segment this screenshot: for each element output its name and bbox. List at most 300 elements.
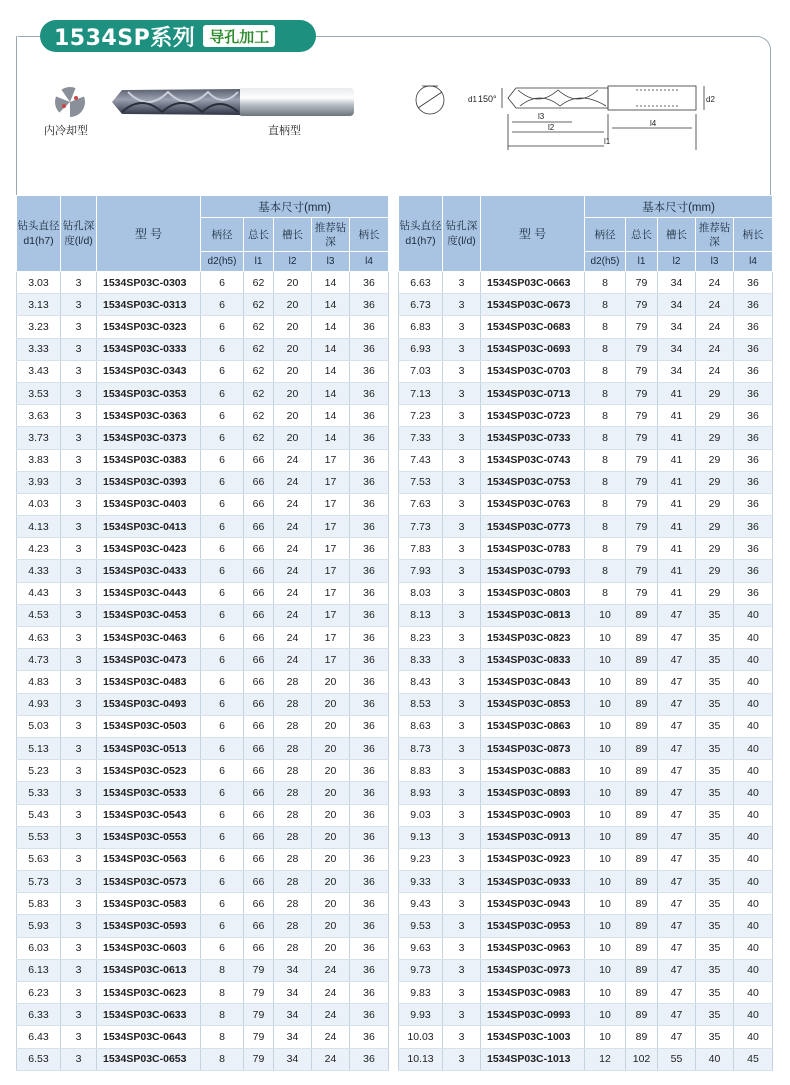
cell-d1: 7.23 [399, 405, 443, 427]
cell-l1: 79 [244, 982, 274, 1004]
cell-d1: 8.93 [399, 782, 443, 804]
cell-ld: 3 [61, 871, 97, 893]
cell-ld: 3 [443, 1004, 481, 1026]
col-header-ld: 钻孔深度(l/d) [61, 196, 97, 272]
cell-l3: 20 [312, 871, 350, 893]
cell-ld: 3 [443, 693, 481, 715]
col-header-ld: 钻孔深度(l/d) [443, 196, 481, 272]
cell-d2: 8 [585, 449, 626, 471]
cell-d2: 6 [201, 294, 244, 316]
table-row [399, 1004, 773, 1026]
cell-l1: 66 [244, 627, 274, 649]
cell-l1: 66 [244, 937, 274, 959]
table-row [399, 627, 773, 649]
sym-l4: l4 [734, 252, 773, 272]
cell-l3: 35 [696, 1026, 734, 1048]
cell-l3: 17 [312, 449, 350, 471]
cell-d2: 6 [201, 516, 244, 538]
table-row [399, 582, 773, 604]
cell-l4: 36 [350, 582, 389, 604]
cell-l2: 20 [274, 338, 312, 360]
cell-l4: 36 [350, 893, 389, 915]
table-row [17, 937, 389, 959]
cell-l4: 40 [734, 937, 773, 959]
cell-d2: 8 [585, 560, 626, 582]
shank-caption: 直柄型 [268, 124, 301, 137]
cell-ld: 3 [61, 382, 97, 404]
col-header-l1: 总长 [626, 218, 658, 252]
cell-l4: 40 [734, 693, 773, 715]
cell-d1: 6.63 [399, 272, 443, 294]
cell-l4: 36 [350, 604, 389, 626]
cell-ld: 3 [443, 915, 481, 937]
cell-l3: 14 [312, 382, 350, 404]
cell-l1: 62 [244, 382, 274, 404]
cell-ld: 3 [61, 804, 97, 826]
cell-l4: 36 [350, 294, 389, 316]
table-row [17, 782, 389, 804]
cell-d1: 8.33 [399, 649, 443, 671]
cell-l2: 34 [658, 272, 696, 294]
cell-d1: 9.43 [399, 893, 443, 915]
cell-l4: 36 [350, 272, 389, 294]
cell-l1: 89 [626, 715, 658, 737]
sym-l4: l4 [350, 252, 389, 272]
cell-ld: 3 [61, 1026, 97, 1048]
table-row [399, 893, 773, 915]
cell-l1: 66 [244, 516, 274, 538]
cell-d2: 10 [585, 693, 626, 715]
cell-l3: 14 [312, 360, 350, 382]
cell-l2: 34 [658, 316, 696, 338]
cell-l1: 62 [244, 272, 274, 294]
cell-l3: 24 [312, 1026, 350, 1048]
cell-model: 1534SP03C-0503 [97, 715, 201, 737]
cell-d2: 10 [585, 737, 626, 759]
cell-l1: 79 [626, 538, 658, 560]
cell-ld: 3 [61, 516, 97, 538]
cell-model: 1534SP03C-0363 [97, 405, 201, 427]
cell-d2: 6 [201, 848, 244, 870]
cell-l4: 36 [350, 560, 389, 582]
cell-d2: 6 [201, 760, 244, 782]
cell-ld: 3 [443, 715, 481, 737]
cell-l2: 41 [658, 493, 696, 515]
cell-l2: 47 [658, 649, 696, 671]
col-header-d2: 柄径 [585, 218, 626, 252]
cell-ld: 3 [61, 915, 97, 937]
cell-l3: 14 [312, 294, 350, 316]
cell-d1: 3.33 [17, 338, 61, 360]
drill-image [108, 82, 358, 122]
cell-l4: 36 [734, 538, 773, 560]
cell-model: 1534SP03C-0523 [97, 760, 201, 782]
cell-l2: 24 [274, 538, 312, 560]
table-row [399, 804, 773, 826]
cell-d2: 10 [585, 893, 626, 915]
cell-ld: 3 [61, 405, 97, 427]
table-row [399, 360, 773, 382]
cell-l2: 41 [658, 449, 696, 471]
table-row [399, 405, 773, 427]
cell-l1: 79 [626, 272, 658, 294]
cell-d1: 9.53 [399, 915, 443, 937]
cell-model: 1534SP03C-0923 [481, 848, 585, 870]
cell-l3: 17 [312, 516, 350, 538]
cell-ld: 3 [61, 937, 97, 959]
table-row [17, 848, 389, 870]
cell-model: 1534SP03C-0513 [97, 737, 201, 759]
cell-l3: 14 [312, 338, 350, 360]
cell-model: 1534SP03C-0473 [97, 649, 201, 671]
cell-model: 1534SP03C-1003 [481, 1026, 585, 1048]
cell-l3: 35 [696, 848, 734, 870]
table-row [399, 316, 773, 338]
cell-ld: 3 [61, 649, 97, 671]
cell-l4: 36 [734, 493, 773, 515]
cell-l4: 36 [734, 427, 773, 449]
cell-l1: 66 [244, 604, 274, 626]
cell-model: 1534SP03C-0583 [97, 893, 201, 915]
cell-d1: 8.03 [399, 582, 443, 604]
cell-l4: 36 [734, 382, 773, 404]
cell-l3: 29 [696, 449, 734, 471]
cell-ld: 3 [61, 427, 97, 449]
cell-l2: 34 [274, 959, 312, 981]
cell-model: 1534SP03C-0663 [481, 272, 585, 294]
cell-model: 1534SP03C-0543 [97, 804, 201, 826]
table-row [399, 871, 773, 893]
cell-d1: 4.93 [17, 693, 61, 715]
cell-model: 1534SP03C-0693 [481, 338, 585, 360]
cell-d2: 6 [201, 560, 244, 582]
cell-d1: 8.13 [399, 604, 443, 626]
cell-d1: 6.53 [17, 1048, 61, 1070]
cell-l4: 36 [734, 516, 773, 538]
cell-d2: 10 [585, 804, 626, 826]
cell-d1: 10.03 [399, 1026, 443, 1048]
cell-d1: 5.53 [17, 826, 61, 848]
cell-l3: 24 [696, 272, 734, 294]
table-row [399, 1048, 773, 1070]
cell-ld: 3 [443, 560, 481, 582]
cell-l1: 89 [626, 649, 658, 671]
cell-d1: 7.73 [399, 516, 443, 538]
cell-model: 1534SP03C-0723 [481, 405, 585, 427]
table-row [399, 915, 773, 937]
table-row [399, 294, 773, 316]
col-header-model: 型 号 [97, 196, 201, 272]
col-header-l2: 槽长 [274, 218, 312, 252]
cell-model: 1534SP03C-0633 [97, 1004, 201, 1026]
cell-d1: 4.63 [17, 627, 61, 649]
cell-d1: 7.83 [399, 538, 443, 560]
cell-l4: 36 [734, 582, 773, 604]
cell-model: 1534SP03C-0493 [97, 693, 201, 715]
cell-l1: 79 [244, 959, 274, 981]
cell-ld: 3 [443, 826, 481, 848]
cell-ld: 3 [61, 560, 97, 582]
cell-model: 1534SP03C-0483 [97, 671, 201, 693]
cell-l3: 29 [696, 427, 734, 449]
cell-ld: 3 [61, 959, 97, 981]
cell-ld: 3 [61, 338, 97, 360]
spec-table-right [398, 195, 773, 1071]
cell-l2: 47 [658, 737, 696, 759]
cell-model: 1534SP03C-0573 [97, 871, 201, 893]
cell-d1: 3.03 [17, 272, 61, 294]
cell-l2: 20 [274, 427, 312, 449]
cell-d2: 6 [201, 737, 244, 759]
cell-l4: 40 [734, 627, 773, 649]
cell-d1: 3.23 [17, 316, 61, 338]
cell-l3: 20 [312, 848, 350, 870]
col-header-l4: 柄长 [734, 218, 773, 252]
cell-l3: 35 [696, 982, 734, 1004]
cell-model: 1534SP03C-0313 [97, 294, 201, 316]
cell-l3: 29 [696, 382, 734, 404]
cell-l1: 89 [626, 937, 658, 959]
cell-l4: 36 [350, 671, 389, 693]
cell-l2: 28 [274, 760, 312, 782]
table-row [399, 493, 773, 515]
cell-ld: 3 [443, 1048, 481, 1070]
cell-l4: 40 [734, 848, 773, 870]
cell-ld: 3 [61, 671, 97, 693]
cell-l3: 24 [696, 360, 734, 382]
cell-model: 1534SP03C-0803 [481, 582, 585, 604]
cell-ld: 3 [443, 316, 481, 338]
cell-ld: 3 [61, 693, 97, 715]
cell-ld: 3 [443, 538, 481, 560]
cell-ld: 3 [61, 826, 97, 848]
cell-l2: 28 [274, 782, 312, 804]
cell-l4: 40 [734, 649, 773, 671]
series-title-bar [40, 20, 316, 52]
cell-d2: 8 [585, 493, 626, 515]
cell-d1: 6.93 [399, 338, 443, 360]
cell-ld: 3 [443, 804, 481, 826]
cell-d2: 8 [585, 272, 626, 294]
cell-l1: 66 [244, 915, 274, 937]
cell-d1: 8.63 [399, 715, 443, 737]
col-header-l4: 柄长 [350, 218, 389, 252]
cell-l2: 41 [658, 427, 696, 449]
cell-model: 1534SP03C-0843 [481, 671, 585, 693]
cell-l2: 24 [274, 582, 312, 604]
cell-model: 1534SP03C-0733 [481, 427, 585, 449]
table-row [17, 316, 389, 338]
cell-l4: 36 [350, 649, 389, 671]
cell-l4: 40 [734, 1004, 773, 1026]
cell-d2: 6 [201, 627, 244, 649]
cell-l3: 29 [696, 493, 734, 515]
cell-l2: 34 [658, 338, 696, 360]
cell-model: 1534SP03C-0913 [481, 826, 585, 848]
table-row [17, 826, 389, 848]
cell-model: 1534SP03C-0403 [97, 493, 201, 515]
cell-l4: 36 [350, 915, 389, 937]
cell-model: 1534SP03C-0883 [481, 760, 585, 782]
cell-ld: 3 [61, 449, 97, 471]
cell-model: 1534SP03C-0993 [481, 1004, 585, 1026]
cell-ld: 3 [61, 538, 97, 560]
cell-l1: 79 [626, 493, 658, 515]
cell-l4: 36 [734, 360, 773, 382]
cell-d2: 8 [585, 471, 626, 493]
cell-l3: 20 [312, 937, 350, 959]
cell-l2: 28 [274, 715, 312, 737]
cell-l1: 89 [626, 782, 658, 804]
cell-d2: 6 [201, 471, 244, 493]
col-header-d2: 柄径 [201, 218, 244, 252]
cell-d2: 6 [201, 604, 244, 626]
table-row [399, 693, 773, 715]
cell-l2: 47 [658, 671, 696, 693]
col-header-model: 型 号 [481, 196, 585, 272]
cell-d1: 3.43 [17, 360, 61, 382]
cell-l4: 36 [350, 1004, 389, 1026]
cell-d1: 3.73 [17, 427, 61, 449]
cell-model: 1534SP03C-0533 [97, 782, 201, 804]
cell-d2: 10 [585, 915, 626, 937]
cell-ld: 3 [443, 427, 481, 449]
cell-l3: 20 [312, 782, 350, 804]
cell-l2: 47 [658, 1004, 696, 1026]
cell-l1: 66 [244, 848, 274, 870]
cell-l4: 36 [350, 338, 389, 360]
sym-l3: l3 [312, 252, 350, 272]
cell-ld: 3 [443, 604, 481, 626]
cell-l4: 36 [350, 493, 389, 515]
cell-d1: 4.43 [17, 582, 61, 604]
cell-d2: 6 [201, 338, 244, 360]
cell-model: 1534SP03C-0623 [97, 982, 201, 1004]
cell-d1: 7.43 [399, 449, 443, 471]
cell-l4: 40 [734, 959, 773, 981]
cell-l1: 62 [244, 360, 274, 382]
table-row [399, 1026, 773, 1048]
sym-l2: l2 [658, 252, 696, 272]
col-header-l3: 推荐钻深 [696, 218, 734, 252]
cell-l3: 24 [696, 338, 734, 360]
cell-ld: 3 [61, 294, 97, 316]
cell-l1: 79 [626, 427, 658, 449]
cell-ld: 3 [61, 1048, 97, 1070]
cell-l3: 29 [696, 560, 734, 582]
cell-l4: 36 [350, 538, 389, 560]
cell-model: 1534SP03C-0653 [97, 1048, 201, 1070]
cell-d2: 10 [585, 671, 626, 693]
cell-model: 1534SP03C-0983 [481, 982, 585, 1004]
cell-l4: 36 [350, 516, 389, 538]
cell-ld: 3 [61, 604, 97, 626]
spec-table-right-body [399, 272, 773, 1071]
cell-model: 1534SP03C-0303 [97, 272, 201, 294]
header-frame-left [16, 36, 17, 196]
cell-l2: 24 [274, 627, 312, 649]
cell-d2: 10 [585, 959, 626, 981]
drill-dimension-diagram [408, 78, 728, 150]
cell-d2: 6 [201, 582, 244, 604]
cell-ld: 3 [61, 848, 97, 870]
cell-l1: 66 [244, 649, 274, 671]
cell-d1: 7.53 [399, 471, 443, 493]
cell-d2: 8 [201, 982, 244, 1004]
diagram-label-l1: l1 [604, 137, 611, 146]
cell-model: 1534SP03C-0833 [481, 649, 585, 671]
cell-l4: 36 [734, 272, 773, 294]
cell-d1: 7.33 [399, 427, 443, 449]
cell-model: 1534SP03C-0593 [97, 915, 201, 937]
cell-ld: 3 [443, 360, 481, 382]
cell-d1: 10.13 [399, 1048, 443, 1070]
cell-l4: 36 [350, 737, 389, 759]
cell-l4: 36 [350, 316, 389, 338]
cell-d1: 4.33 [17, 560, 61, 582]
cell-ld: 3 [443, 405, 481, 427]
cell-l1: 89 [626, 693, 658, 715]
cell-l2: 28 [274, 804, 312, 826]
table-row [17, 671, 389, 693]
table-row [399, 715, 773, 737]
cell-ld: 3 [443, 516, 481, 538]
cell-model: 1534SP03C-0713 [481, 382, 585, 404]
cell-l3: 20 [312, 693, 350, 715]
cell-l4: 36 [734, 405, 773, 427]
cell-d2: 10 [585, 627, 626, 649]
cell-model: 1534SP03C-0393 [97, 471, 201, 493]
cell-d2: 6 [201, 871, 244, 893]
table-row [17, 893, 389, 915]
series-title: 1534SP系列 [54, 25, 196, 51]
col-header-l3: 推荐钻深 [312, 218, 350, 252]
cell-l2: 20 [274, 382, 312, 404]
cell-d1: 3.63 [17, 405, 61, 427]
cell-ld: 3 [443, 871, 481, 893]
cell-l3: 35 [696, 893, 734, 915]
table-row [399, 338, 773, 360]
cell-l3: 20 [312, 893, 350, 915]
cell-model: 1534SP03C-0973 [481, 959, 585, 981]
cell-l2: 34 [274, 982, 312, 1004]
cell-d1: 7.13 [399, 382, 443, 404]
cell-ld: 3 [443, 982, 481, 1004]
cell-l3: 24 [312, 1048, 350, 1070]
cell-l3: 35 [696, 959, 734, 981]
cell-l1: 79 [626, 582, 658, 604]
cell-l2: 47 [658, 804, 696, 826]
coolant-caption: 内冷却型 [44, 124, 88, 137]
cell-d2: 10 [585, 982, 626, 1004]
cell-ld: 3 [61, 737, 97, 759]
cell-model: 1534SP03C-0743 [481, 449, 585, 471]
spec-table-left [16, 195, 389, 1071]
cell-d2: 6 [201, 316, 244, 338]
cell-d1: 4.03 [17, 493, 61, 515]
cell-d2: 10 [585, 937, 626, 959]
cell-model: 1534SP03C-0903 [481, 804, 585, 826]
cell-d2: 10 [585, 715, 626, 737]
diagram-label-angle: 150° [478, 94, 497, 104]
table-row [17, 1048, 389, 1070]
cell-l4: 36 [350, 871, 389, 893]
table-row [399, 982, 773, 1004]
cell-d2: 6 [201, 804, 244, 826]
cell-d2: 8 [585, 516, 626, 538]
cell-ld: 3 [443, 671, 481, 693]
table-row [399, 959, 773, 981]
